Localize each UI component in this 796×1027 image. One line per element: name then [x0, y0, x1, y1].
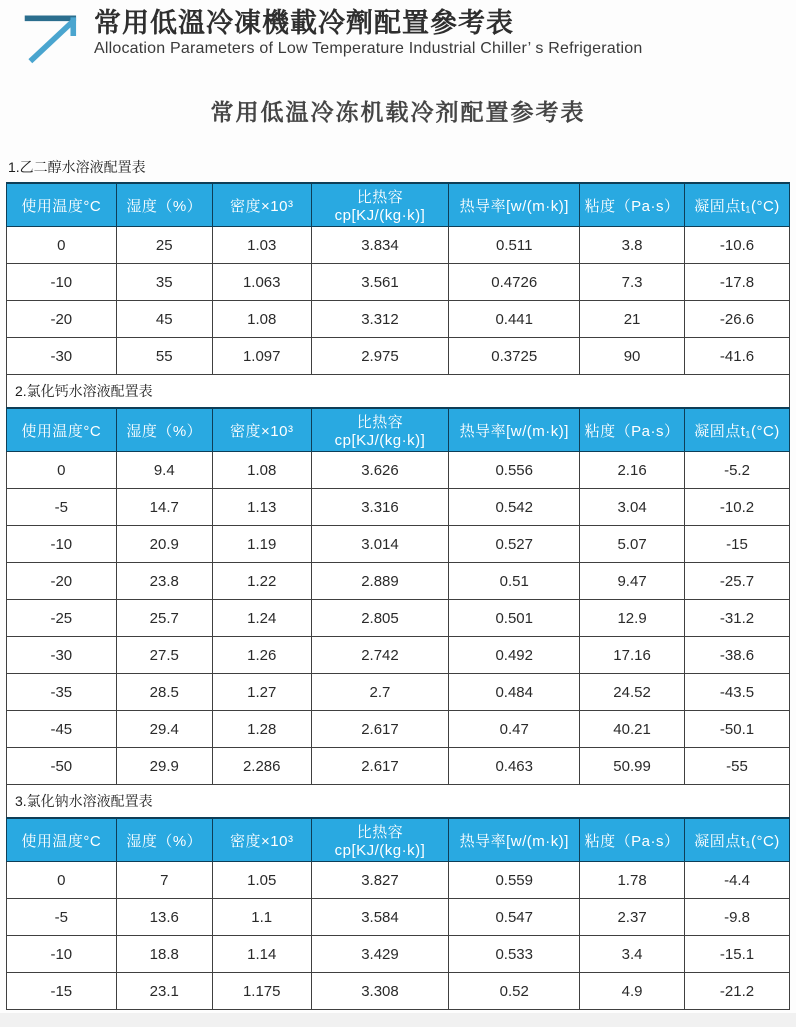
table-cell: 0.4726	[449, 264, 580, 301]
table-cell: 27.5	[116, 637, 212, 674]
table-cell: 3.429	[311, 936, 449, 973]
table-cell: 25	[116, 227, 212, 264]
table-row	[7, 301, 790, 338]
table-cell: 0.547	[449, 899, 580, 936]
column-header: 粘度（Pa·s）	[580, 183, 685, 227]
table-cell: 0.492	[449, 637, 580, 674]
table-cell: 3.316	[311, 489, 449, 526]
table-cell: 7.3	[580, 264, 685, 301]
table-cell: -15	[7, 973, 117, 1010]
table-cell: 5.07	[580, 526, 685, 563]
table-cell: 3.04	[580, 489, 685, 526]
table-cell: 1.13	[212, 489, 311, 526]
table-row	[7, 936, 790, 973]
table-cell: 0.501	[449, 600, 580, 637]
table-cell: 0.441	[449, 301, 580, 338]
table-cell: -5	[7, 489, 117, 526]
table-cell: -10.2	[685, 489, 790, 526]
table-row	[7, 674, 790, 711]
table-row	[7, 452, 790, 489]
table-cell: 2.975	[311, 338, 449, 375]
brand-header	[0, 0, 796, 64]
table-cell: 29.4	[116, 711, 212, 748]
table-cell: 1.24	[212, 600, 311, 637]
table-cell: 0.533	[449, 936, 580, 973]
table-cell: 40.21	[580, 711, 685, 748]
table-cell: 3.014	[311, 526, 449, 563]
table-cell: 45	[116, 301, 212, 338]
table-cell: -10.6	[685, 227, 790, 264]
table-cell: 55	[116, 338, 212, 375]
table-cell: 1.03	[212, 227, 311, 264]
table-cell: 3.561	[311, 264, 449, 301]
column-header: 热导率[w/(m·k)]	[449, 818, 580, 862]
table-cell: -17.8	[685, 264, 790, 301]
table-cell: 1.05	[212, 862, 311, 899]
column-header: 使用温度°C	[7, 818, 117, 862]
table-cell: 1.14	[212, 936, 311, 973]
table-cell: -38.6	[685, 637, 790, 674]
table-cell: 3.308	[311, 973, 449, 1010]
table-cell: -9.8	[685, 899, 790, 936]
table-cell: -25	[7, 600, 117, 637]
column-header: 使用温度°C	[7, 408, 117, 452]
column-header: 粘度（Pa·s）	[580, 818, 685, 862]
table-sodium-chloride	[6, 817, 790, 1010]
table-cell: 2.617	[311, 711, 449, 748]
column-header: 凝固点t₁(°C)	[685, 408, 790, 452]
table-cell: 2.805	[311, 600, 449, 637]
table-cell: 3.827	[311, 862, 449, 899]
table-cell: 2.889	[311, 563, 449, 600]
table-cell: -4.4	[685, 862, 790, 899]
table-cell: 0	[7, 227, 117, 264]
table-cell: 0.463	[449, 748, 580, 785]
table-cell: 1.175	[212, 973, 311, 1010]
table-cell: -15	[685, 526, 790, 563]
column-header: 比热容cp[KJ/(kg·k)]	[311, 183, 449, 227]
table-cell: 3.626	[311, 452, 449, 489]
table-cell: 0.47	[449, 711, 580, 748]
table-body	[7, 862, 790, 1010]
table-cell: -30	[7, 338, 117, 375]
table-calcium-chloride	[6, 407, 790, 785]
table-cell: 50.99	[580, 748, 685, 785]
table-cell: 2.617	[311, 748, 449, 785]
table-cell: 0	[7, 452, 117, 489]
brand-text-block	[94, 8, 642, 58]
table-row	[7, 338, 790, 375]
table-cell: -41.6	[685, 338, 790, 375]
table-cell: 0.542	[449, 489, 580, 526]
table-cell: 2.286	[212, 748, 311, 785]
column-header: 热导率[w/(m·k)]	[449, 183, 580, 227]
column-header: 湿度（%）	[116, 408, 212, 452]
table-cell: 90	[580, 338, 685, 375]
table-cell: 1.19	[212, 526, 311, 563]
table-cell: 3.4	[580, 936, 685, 973]
table-cell: 0.527	[449, 526, 580, 563]
table-cell: -30	[7, 637, 117, 674]
table-cell: 35	[116, 264, 212, 301]
table-cell: 18.8	[116, 936, 212, 973]
column-header: 热导率[w/(m·k)]	[449, 408, 580, 452]
table-cell: 3.834	[311, 227, 449, 264]
table-cell: -10	[7, 936, 117, 973]
table-cell: -25.7	[685, 563, 790, 600]
table-cell: -45	[7, 711, 117, 748]
table-cell: 20.9	[116, 526, 212, 563]
table-row	[7, 748, 790, 785]
table-cell: -31.2	[685, 600, 790, 637]
table-cell: 3.312	[311, 301, 449, 338]
section-1-label: 1.乙二醇水溶液配置表	[8, 159, 146, 175]
table-row	[7, 711, 790, 748]
column-header: 粘度（Pa·s）	[580, 408, 685, 452]
table-cell: 1.26	[212, 637, 311, 674]
table-row	[7, 563, 790, 600]
table-cell: 2.16	[580, 452, 685, 489]
table-row	[7, 526, 790, 563]
column-header: 比热容cp[KJ/(kg·k)]	[311, 818, 449, 862]
table-cell: 0	[7, 862, 117, 899]
column-header: 密度×10³	[212, 408, 311, 452]
table-cell: 0.484	[449, 674, 580, 711]
table-cell: 2.742	[311, 637, 449, 674]
table-cell: -10	[7, 526, 117, 563]
table-cell: 17.16	[580, 637, 685, 674]
table-cell: 7	[116, 862, 212, 899]
table-cell: -26.6	[685, 301, 790, 338]
table-cell: 9.4	[116, 452, 212, 489]
table-cell: 4.9	[580, 973, 685, 1010]
table-row	[7, 862, 790, 899]
table-header-row	[7, 818, 790, 862]
table-cell: 1.08	[212, 301, 311, 338]
table-cell: 1.22	[212, 563, 311, 600]
table-row	[7, 973, 790, 1010]
table-cell: 0.556	[449, 452, 580, 489]
table-cell: 0.51	[449, 563, 580, 600]
arrow-up-right-icon	[10, 8, 88, 64]
table-cell: 3.8	[580, 227, 685, 264]
table-row	[7, 600, 790, 637]
table-cell: 1.27	[212, 674, 311, 711]
table-cell: 9.47	[580, 563, 685, 600]
table-cell: -15.1	[685, 936, 790, 973]
table-cell: -5.2	[685, 452, 790, 489]
table-cell: 1.1	[212, 899, 311, 936]
table-row	[7, 489, 790, 526]
table-header-row	[7, 408, 790, 452]
table-cell: -55	[685, 748, 790, 785]
table-cell: -10	[7, 264, 117, 301]
table-cell: 13.6	[116, 899, 212, 936]
table-cell: -35	[7, 674, 117, 711]
table-cell: 0.3725	[449, 338, 580, 375]
column-header: 湿度（%）	[116, 818, 212, 862]
table-row	[7, 899, 790, 936]
section-3-label: 3.氯化钠水溶液配置表	[6, 785, 790, 817]
table-cell: 29.9	[116, 748, 212, 785]
section-2-label: 2.氯化钙水溶液配置表	[6, 375, 790, 407]
table-cell: -21.2	[685, 973, 790, 1010]
table-cell: 24.52	[580, 674, 685, 711]
table-row	[7, 637, 790, 674]
table-cell: -50.1	[685, 711, 790, 748]
page-bottom-margin	[0, 1013, 796, 1027]
table-cell: 1.78	[580, 862, 685, 899]
table-cell: 14.7	[116, 489, 212, 526]
table-cell: 0.559	[449, 862, 580, 899]
table-cell: 23.1	[116, 973, 212, 1010]
table-cell: -20	[7, 563, 117, 600]
table-cell: 1.097	[212, 338, 311, 375]
column-header: 使用温度°C	[7, 183, 117, 227]
table-cell: 12.9	[580, 600, 685, 637]
table-cell: 0.52	[449, 973, 580, 1010]
column-header: 密度×10³	[212, 818, 311, 862]
table-header-row	[7, 183, 790, 227]
column-header: 凝固点t₁(°C)	[685, 818, 790, 862]
column-header: 凝固点t₁(°C)	[685, 183, 790, 227]
table-cell: -50	[7, 748, 117, 785]
table-cell: 28.5	[116, 674, 212, 711]
table-cell: 1.08	[212, 452, 311, 489]
page-title: 常用低温冷冻机载冷剂配置参考表	[210, 99, 586, 125]
table-cell: 3.584	[311, 899, 449, 936]
table-cell: 0.511	[449, 227, 580, 264]
table-ethylene-glycol	[6, 182, 790, 375]
tables-container	[6, 182, 790, 1010]
table-cell: 23.8	[116, 563, 212, 600]
table-body	[7, 227, 790, 375]
table-cell: -20	[7, 301, 117, 338]
table-body	[7, 452, 790, 785]
table-cell: 1.28	[212, 711, 311, 748]
table-cell: -43.5	[685, 674, 790, 711]
table-row	[7, 227, 790, 264]
table-cell: 2.37	[580, 899, 685, 936]
table-cell: 2.7	[311, 674, 449, 711]
table-cell: 21	[580, 301, 685, 338]
column-header: 密度×10³	[212, 183, 311, 227]
table-cell: 1.063	[212, 264, 311, 301]
table-cell: 25.7	[116, 600, 212, 637]
column-header: 比热容cp[KJ/(kg·k)]	[311, 408, 449, 452]
column-header: 湿度（%）	[116, 183, 212, 227]
brand-subtitle: Allocation Parameters of Low Temperature Industrial Chiller’ s Refrigeration	[94, 40, 643, 58]
brand-title: 常用低溫冷凍機載冷劑配置參考表	[94, 8, 514, 38]
table-cell: -5	[7, 899, 117, 936]
table-row	[7, 264, 790, 301]
